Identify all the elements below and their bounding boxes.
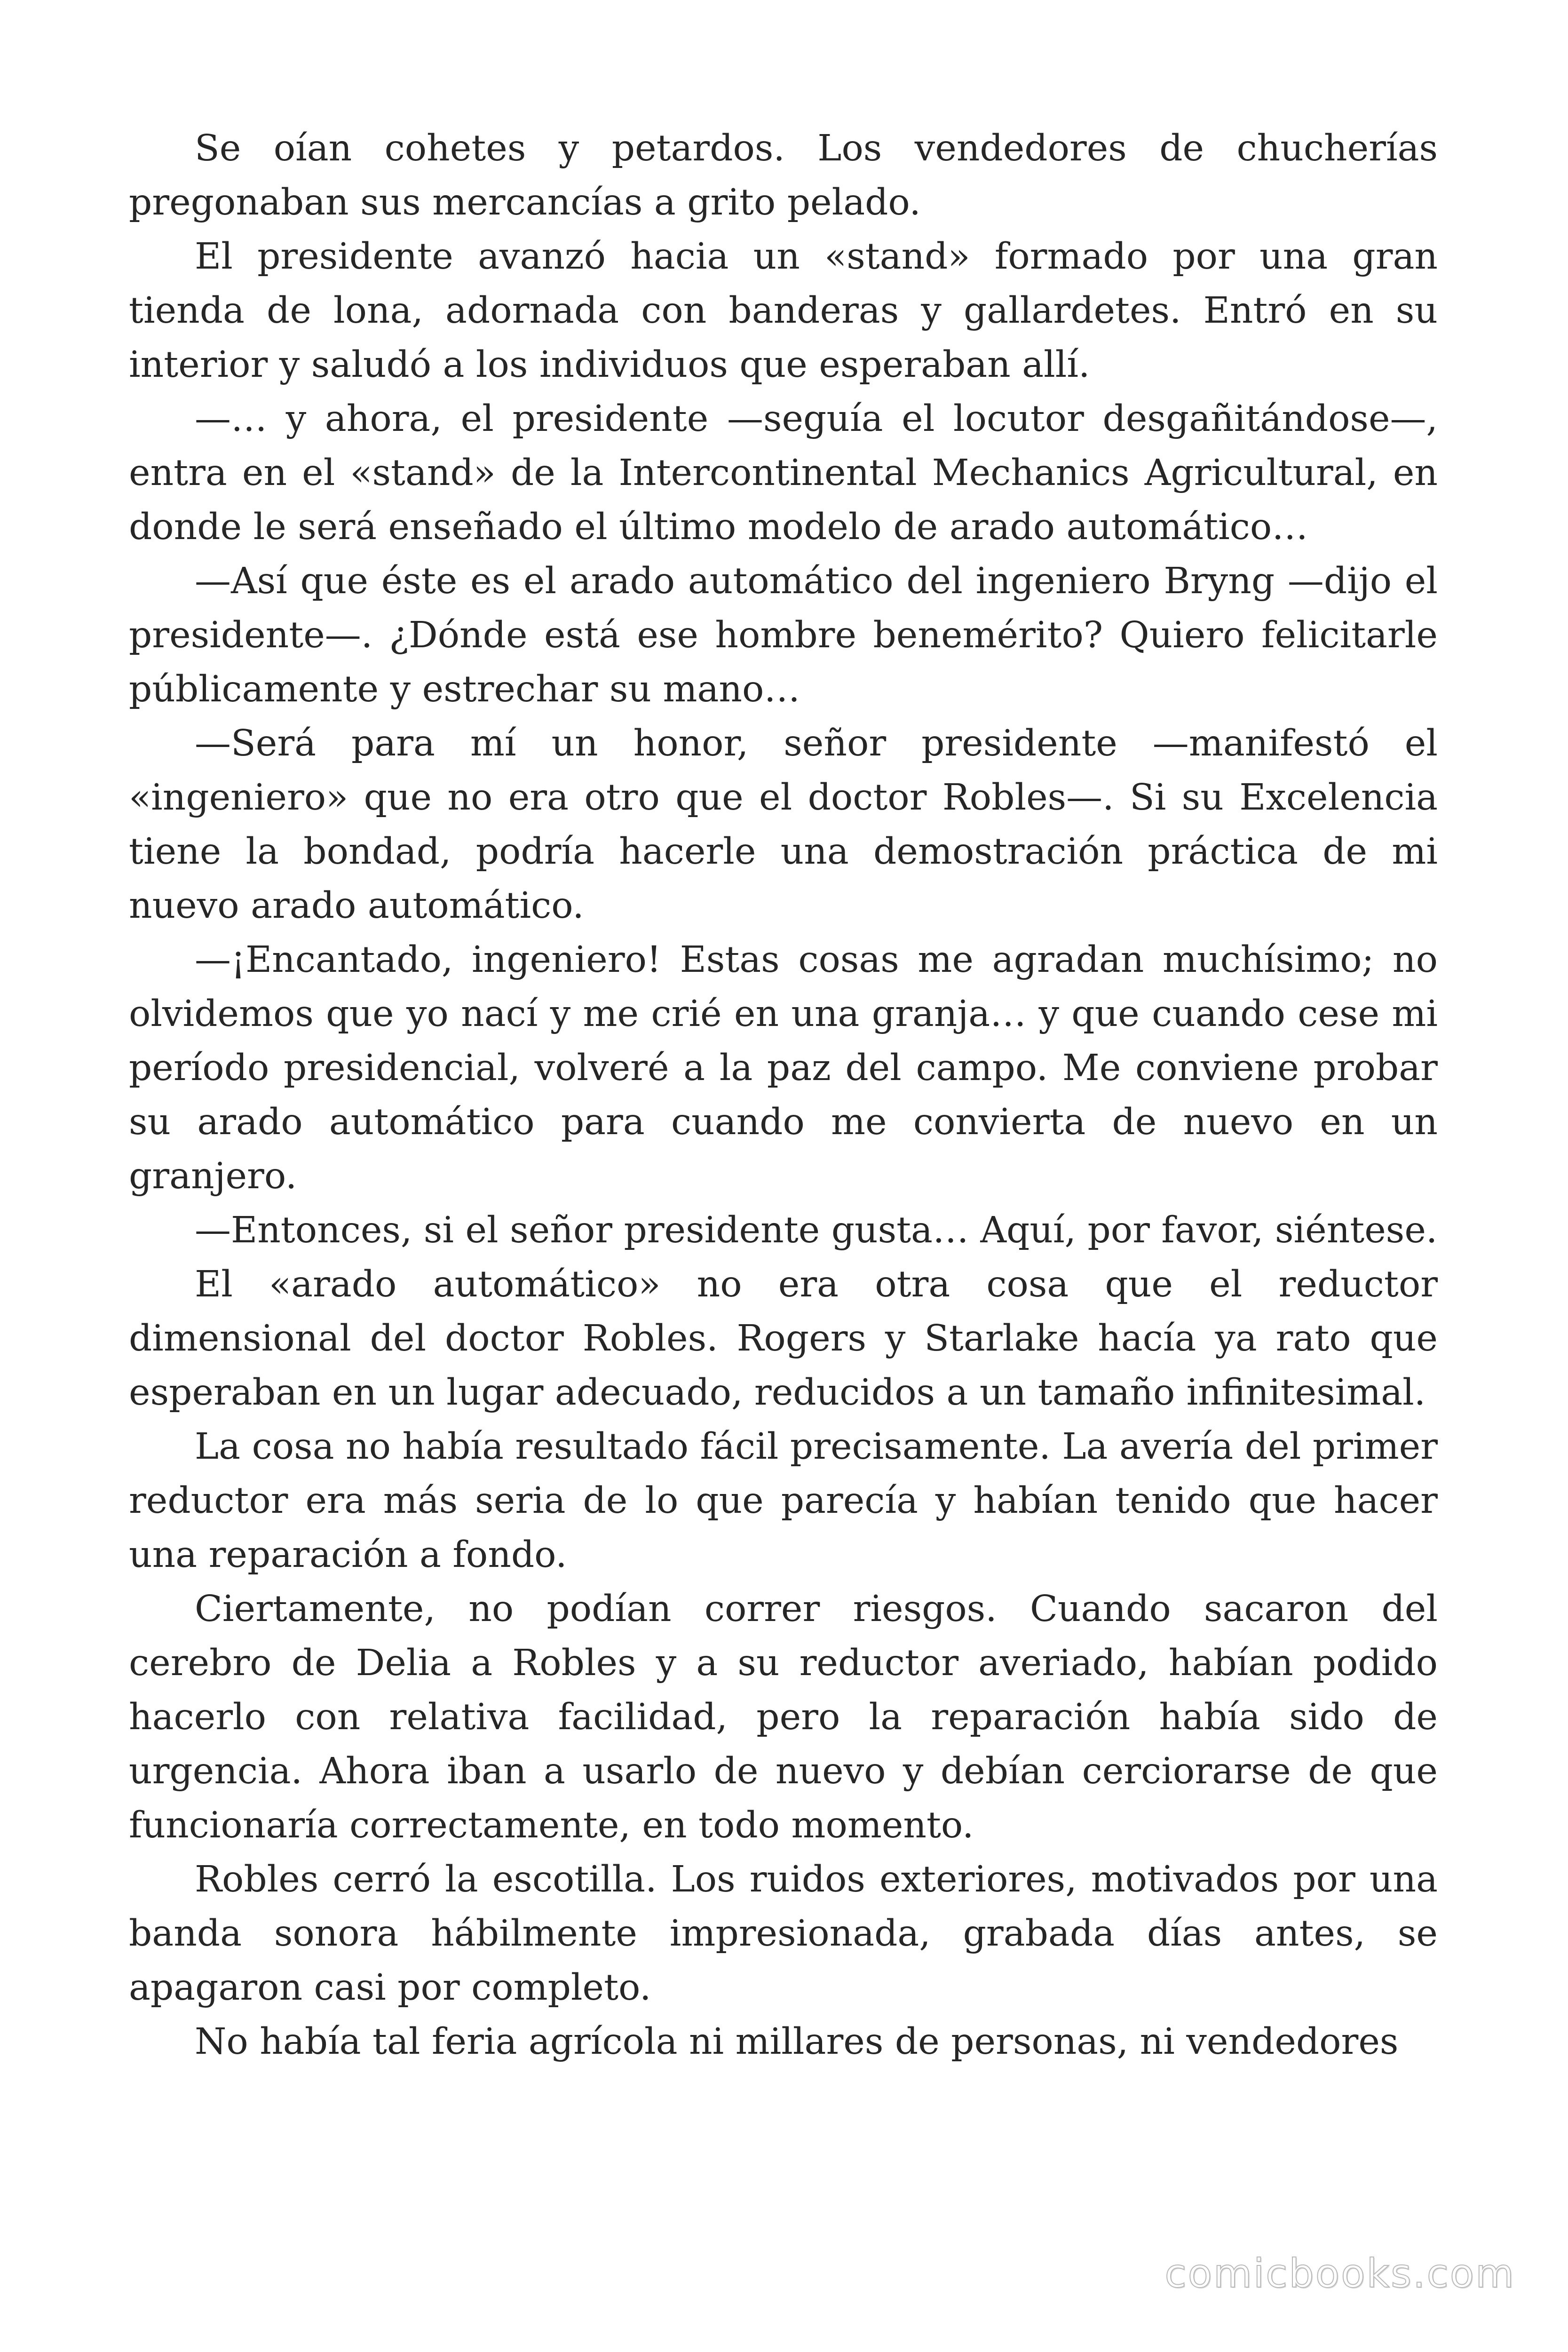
paragraph-1: Se oían cohetes y petardos. Los vendedores de chucherías pregonaban sus mercancías a grito pelado. <box>129 127 1438 223</box>
paragraph-12: No había tal feria agrícola ni millares de personas, ni vendedores <box>195 2021 1399 2063</box>
watermark: comicbooks.com <box>1164 2250 1515 2296</box>
paragraph-8: El «arado automático» no era otra cosa que el reductor dimensional del doctor Robles. Rogers y Starlake hacía ya rato que esperaban en un lugar adecuado, reducidos a un tamaño infinitesimal. <box>129 1263 1438 1414</box>
paragraph-7: —Entonces, si el señor presidente gusta… Aquí, por favor, siéntese. <box>195 1209 1438 1251</box>
paragraph-5: —Será para mí un honor, señor presidente —manifestó el «ingeniero» que no era otro que el doctor Robles—. Si su Excelencia tiene la bondad, podría hacerle una demostración práctica de mi nuevo arado automático. <box>129 723 1438 927</box>
paragraph-6: —¡Encantado, ingeniero! Estas cosas me agradan muchísimo; no olvidemos que yo nací y me crié en una granja… y que cuando cese mi período presidencial, volveré a la paz del campo. Me conviene probar su arado automático para cuando me convierta de nuevo en un granjero. <box>129 939 1438 1197</box>
paragraph-11: Robles cerró la escotilla. Los ruidos exteriores, motivados por una banda sonora hábilmente impresionada, grabada días antes, se apagaron casi por completo. <box>129 1859 1438 2009</box>
page-body <box>129 121 1438 2069</box>
paragraph-9: La cosa no había resultado fácil precisamente. La avería del primer reductor era más seria de lo que parecía y habían tenido que hacer una reparación a fondo. <box>129 1426 1438 1576</box>
paragraph-3: —… y ahora, el presidente —seguía el locutor desgañitándose—, entra en el «stand» de la Intercontinental Mechanics Agricultural, en donde le será enseñado el último modelo de arado automático… <box>129 398 1438 548</box>
paragraph-2: El presidente avanzó hacia un «stand» formado por una gran tienda de lona, adornada con banderas y gallardetes. Entró en su interior y saludó a los individuos que esperaban allí. <box>129 236 1438 386</box>
paragraph-4: —Así que éste es el arado automático del ingeniero Bryng —dijo el presidente—. ¿Dónde está ese hombre benemérito? Quiero felicitarle públicamente y estrechar su mano… <box>129 560 1438 710</box>
paragraph-10: Ciertamente, no podían correr riesgos. Cuando sacaron del cerebro de Delia a Robles y a su reductor averiado, habían podido hacerlo con relativa facilidad, pero la reparación había sido de urgencia. Ahora iban a usarlo de nuevo y debían cerciorarse de que funcionaría correctamente, en todo momento. <box>129 1588 1438 1846</box>
